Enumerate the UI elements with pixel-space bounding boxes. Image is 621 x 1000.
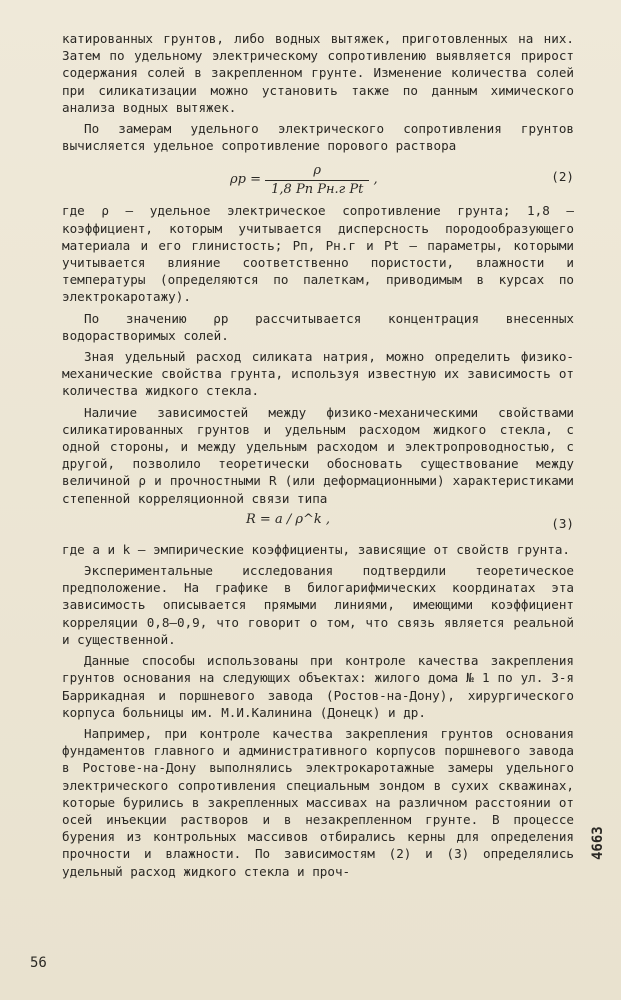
formula-2-number: (2)	[551, 169, 574, 185]
formula-3-expr: R = a / ρ^k	[246, 511, 322, 527]
formula-3-expression	[246, 511, 330, 528]
paragraph-8: Экспериментальные исследования подтвердили теоретическое предположение. На графике в билогарифмических координатах эта зависимость описывается прямыми линиями, имеющими коэффициент корреляции 0,8–0,9, что говорит о том, что связь является реальной и существенной.	[62, 563, 574, 647]
page-number: 56	[30, 955, 47, 971]
formula-2-lhs: ρp =	[230, 172, 261, 188]
paragraph-2: По замерам удельного электрического сопротивления грунтов вычисляется удельное сопротивление порового раствора	[62, 121, 574, 154]
formula-2-denominator: 1,8 Pп Pн.г Pt	[271, 181, 364, 197]
paragraph-5: Зная удельный расход силиката натрия, можно определить физико-механические свойства грунта, используя известную их зависимость от количества жидкого стекла.	[62, 349, 574, 399]
formula-2-tail: ,	[373, 172, 378, 188]
formula-2-expression	[230, 162, 378, 197]
paragraph-9: Данные способы использованы при контроле качества закрепления грунтов основания на следующих объектах: жилого дома № 1 по ул. 3-я Баррикадная и поршневого завода (Ростов-на-Дону), хирургического корпуса больницы им. М.И.Калинина (Донецк) и др.	[62, 653, 574, 720]
formula-2-fraction	[265, 162, 369, 197]
paragraph-6: Наличие зависимостей между физико-механическими свойствами силикатированных грунтов и удельным расходом жидкого стекла, с одной стороны, и между удельным расходом и электропроводностью, с другой, позволило теоретически обосновать существование между величиной ρ и прочностными R (или деформационными) характеристиками степенной корреляционной связи типа	[62, 404, 574, 506]
paragraph-10: Например, при контроле качества закрепления грунтов основания фундаментов главного и административного корпусов поршневого завода в Ростове-на-Дону выполнялись электрокаротажные замеры удельного электрического сопротивления специальным зондом в сухих скважинах, которые бурились в закрепленных массивах на различном расстоянии от осей инъекции растворов и в незакрепленном грунте. В процессе бурения из контрольных массивов отбирались керны для определения прочности и влажности. По зависимостям (2) и (3) определялись удельный расход жидкого стекла и проч-	[62, 725, 574, 879]
paragraph-7: где a и k – эмпирические коэффициенты, зависящие от свойств грунта.	[62, 541, 570, 557]
side-number: 4663	[590, 826, 606, 860]
formula-3-tail: ,	[325, 511, 331, 527]
formula-3	[62, 511, 574, 537]
formula-3-number: (3)	[551, 515, 574, 531]
formula-2	[62, 158, 574, 198]
paragraph-4: По значению ρp рассчитывается концентрация внесенных водорастворимых солей.	[62, 310, 574, 343]
paragraph-1: катированных грунтов, либо водных вытяжек, приготовленных на них. Затем по удельному электрическому сопротивлению выявляется прирост содержания солей в закрепленном грунте. Изменение количества солей при силикатизации можно установить также по данным химического анализа водных вытяжек.	[62, 31, 574, 115]
paragraph-3: где ρ – удельное электрическое сопротивление грунта; 1,8 – коэффициент, которым учитывается дисперсность породообразующего материала и его глинистость; Pп, Pн.г и Pt – параметры, которыми учитывается влияние соответственно пористости, влажности и температуры (определяются по палеткам, приводимым в курсах по электрокаротажу).	[62, 203, 574, 305]
body-text	[62, 30, 574, 884]
formula-2-numerator: ρ	[265, 162, 369, 180]
